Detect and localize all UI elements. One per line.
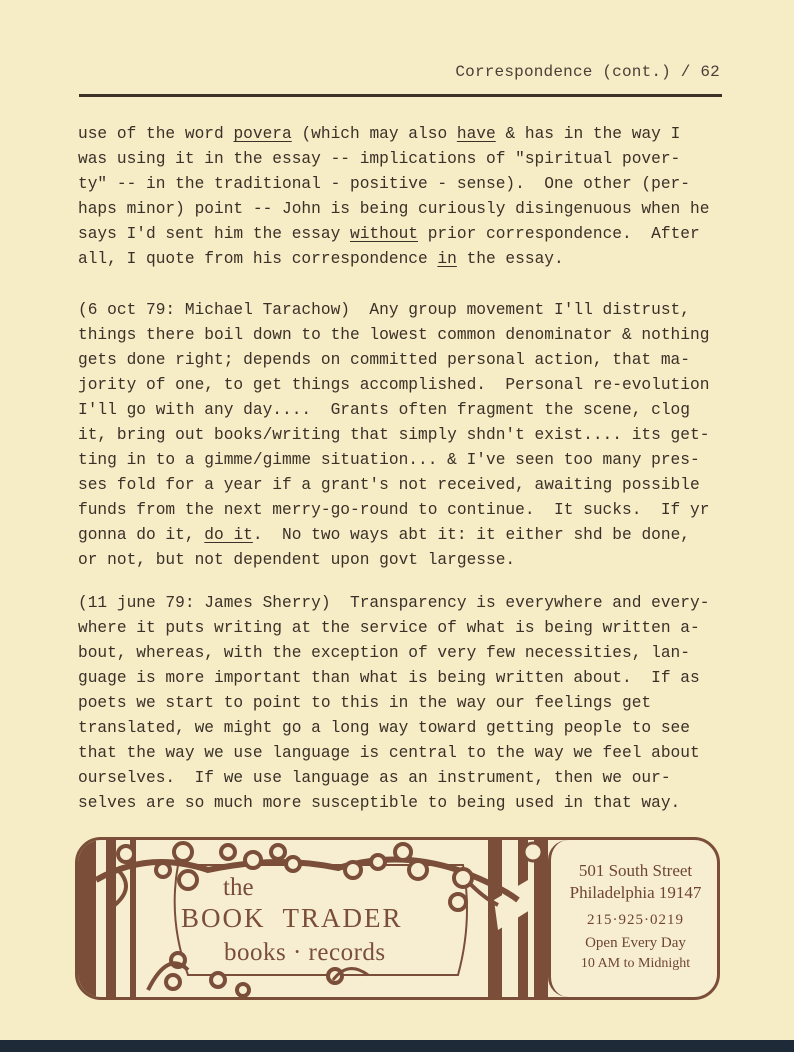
text-line: ses fold for a year if a grant's not received, awaiting possible bbox=[78, 476, 700, 494]
ad-hours-time: 10 AM to Midnight bbox=[580, 956, 691, 971]
text-line: ting in to a gimme/gimme situation... & I've seen too many pres- bbox=[78, 451, 700, 469]
paragraph-povera bbox=[78, 122, 726, 272]
ad-address: 501 South Street bbox=[578, 861, 693, 880]
ad-store-name: BOOK TRADER bbox=[181, 903, 403, 933]
text-line: bout, whereas, with the exception of very few necessities, lan- bbox=[78, 644, 690, 662]
text-line: haps minor) point -- John is being curiously disingenuous when he bbox=[78, 200, 710, 218]
text-line: selves are so much more susceptible to being used in that way. bbox=[78, 794, 681, 812]
text-line: things there boil down to the lowest common denominator & nothing bbox=[78, 326, 710, 344]
paragraph-sherry bbox=[78, 591, 726, 816]
underlined-word: do it bbox=[204, 526, 253, 544]
ad-phone: 215·925·0219 bbox=[587, 912, 684, 928]
ad-info-panel bbox=[548, 840, 720, 997]
book-trader-advertisement bbox=[75, 837, 720, 1000]
paragraph-tarachow bbox=[78, 298, 726, 573]
text-line: all, I quote from his correspondence in the essay. bbox=[78, 250, 564, 268]
text-line: translated, we might go a long way toward getting people to see bbox=[78, 719, 690, 737]
text-line: poets we start to point to this in the way our feelings get bbox=[78, 694, 652, 712]
ad-city: Philadelphia 19147 bbox=[569, 883, 702, 902]
ad-hours-days: Open Every Day bbox=[585, 935, 686, 951]
text-line: says I'd sent him the essay without prior correspondence. After bbox=[78, 225, 700, 243]
underlined-word: in bbox=[437, 250, 457, 268]
text-line: where it puts writing at the service of what is being written a- bbox=[78, 619, 700, 637]
text-line: (11 june 79: James Sherry) Transparency is everywhere and every- bbox=[78, 594, 710, 612]
ad-subtitle: books · records bbox=[224, 939, 386, 966]
text-line: funds from the next merry-go-round to continue. It sucks. If yr bbox=[78, 501, 710, 519]
text-line: gonna do it, do it. No two ways abt it: it either shd be done, bbox=[78, 526, 691, 544]
text-line: jority of one, to get things accomplished. Personal re-evolution bbox=[78, 376, 710, 394]
text-line: or not, but not dependent upon govt largesse. bbox=[78, 551, 516, 569]
text-line: was using it in the essay -- implications of "spiritual pover- bbox=[78, 150, 681, 168]
running-header: Correspondence (cont.) / 62 bbox=[455, 63, 720, 81]
text-line: guage is more important than what is being written about. If as bbox=[78, 669, 700, 687]
underlined-word: have bbox=[456, 125, 496, 143]
text-line: (6 oct 79: Michael Tarachow) Any group movement I'll distrust, bbox=[78, 301, 690, 319]
ad-the-text: the bbox=[223, 874, 254, 901]
text-line: ty" -- in the traditional - positive - sense). One other (per- bbox=[78, 175, 690, 193]
text-line: that the way we use language is central to the way we feel about bbox=[78, 744, 700, 762]
underlined-word: povera bbox=[233, 125, 292, 143]
underlined-word: without bbox=[350, 225, 418, 243]
text-line: it, bring out books/writing that simply shdn't exist.... its get- bbox=[78, 426, 710, 444]
text-line: gets done right; depends on committed personal action, that ma- bbox=[78, 351, 690, 369]
text-line: I'll go with any day.... Grants often fragment the scene, clog bbox=[78, 401, 690, 419]
scan-edge bbox=[0, 1040, 794, 1052]
text-line: use of the word povera (which may also have & has in the way I bbox=[78, 125, 681, 143]
header-rule bbox=[79, 94, 722, 97]
text-line: ourselves. If we use language as an instrument, then we our- bbox=[78, 769, 671, 787]
